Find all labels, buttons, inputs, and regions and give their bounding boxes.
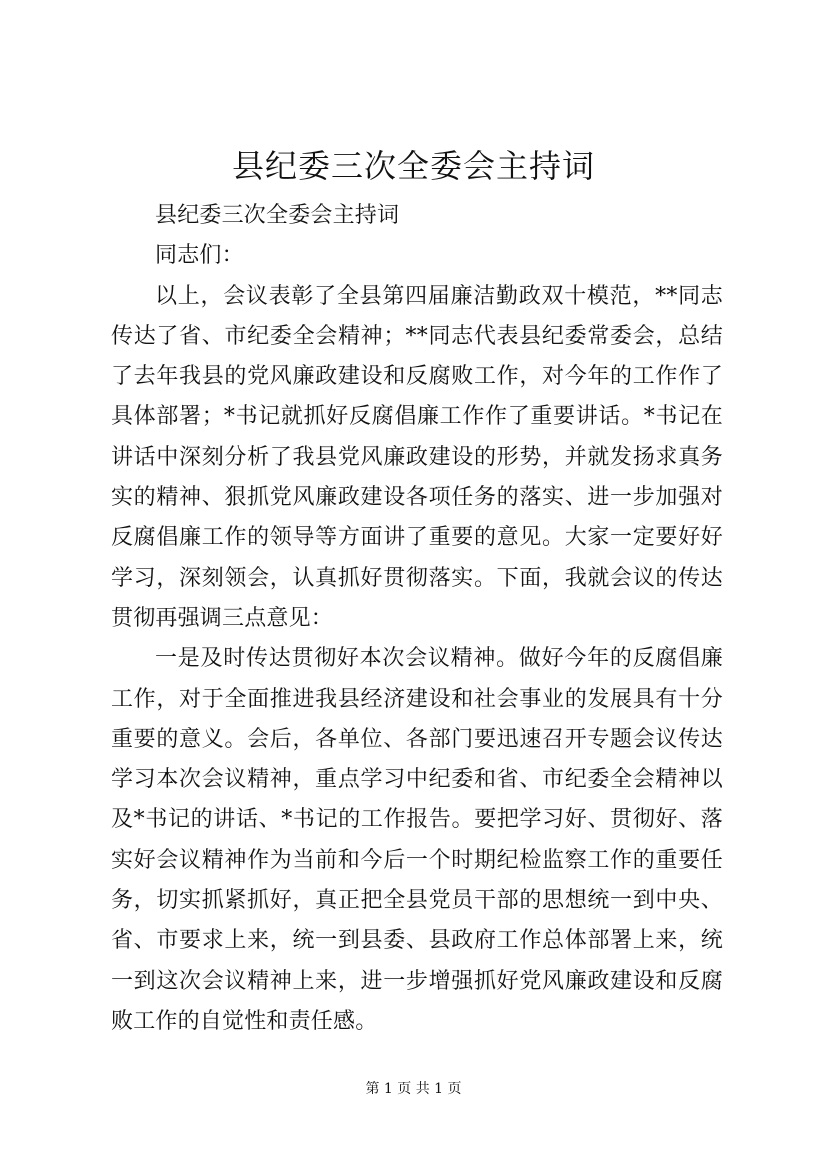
body-paragraph-summary: 以上，会议表彰了全县第四届廉洁勤政双十模范，**同志传达了省、市纪委全会精神；**同志代表县纪委常委会，总结了去年我县的党风廉政建设和反腐败工作，对今年的工作作了具体部署；*书记就抓好反腐倡廉工作作了重要讲话。*书记在讲话中深刻分析了我县党风廉政建设的形势，并就发扬求真务实的精神、狠抓党风廉政建设各项任务的落实、进一步加强对反腐倡廉工作的领导等方面讲了重要的意见。大家一定要好好学习，深刻领会，认真抓好贯彻落实。下面，我就会议的传达贯彻再强调三点意见： [111, 283, 723, 631]
body-paragraph-point-one: 一是及时传达贯彻好本次会议精神。做好今年的反腐倡廉工作，对于全面推进我县经济建设和社会事业的发展具有十分重要的意义。会后，各单位、各部门要迅速召开专题会议传达学习本次会议精神，重点学习中纪委和省、市纪委全会精神以及*书记的讲话、*书记的工作报告。要把学习好、贯彻好、落实好会议精神作为当前和今后一个时期纪检监察工作的重要任务，切实抓紧抓好，真正把全县党员干部的思想统一到中央、省、市要求上来，统一到县委、县政府工作总体部署上来，统一到这次会议精神上来，进一步增强抓好党风廉政建设和反腐败工作的自觉性和责任感。 [111, 646, 723, 1034]
subtitle-paragraph: 县纪委三次全委会主持词 [155, 203, 400, 228]
document-body [111, 196, 723, 1042]
page-footer: 第 1 页 共 1 页 [365, 1081, 462, 1097]
salutation-paragraph: 同志们： [155, 243, 244, 269]
document-title: 县纪委三次全委会主持词 [231, 147, 595, 185]
